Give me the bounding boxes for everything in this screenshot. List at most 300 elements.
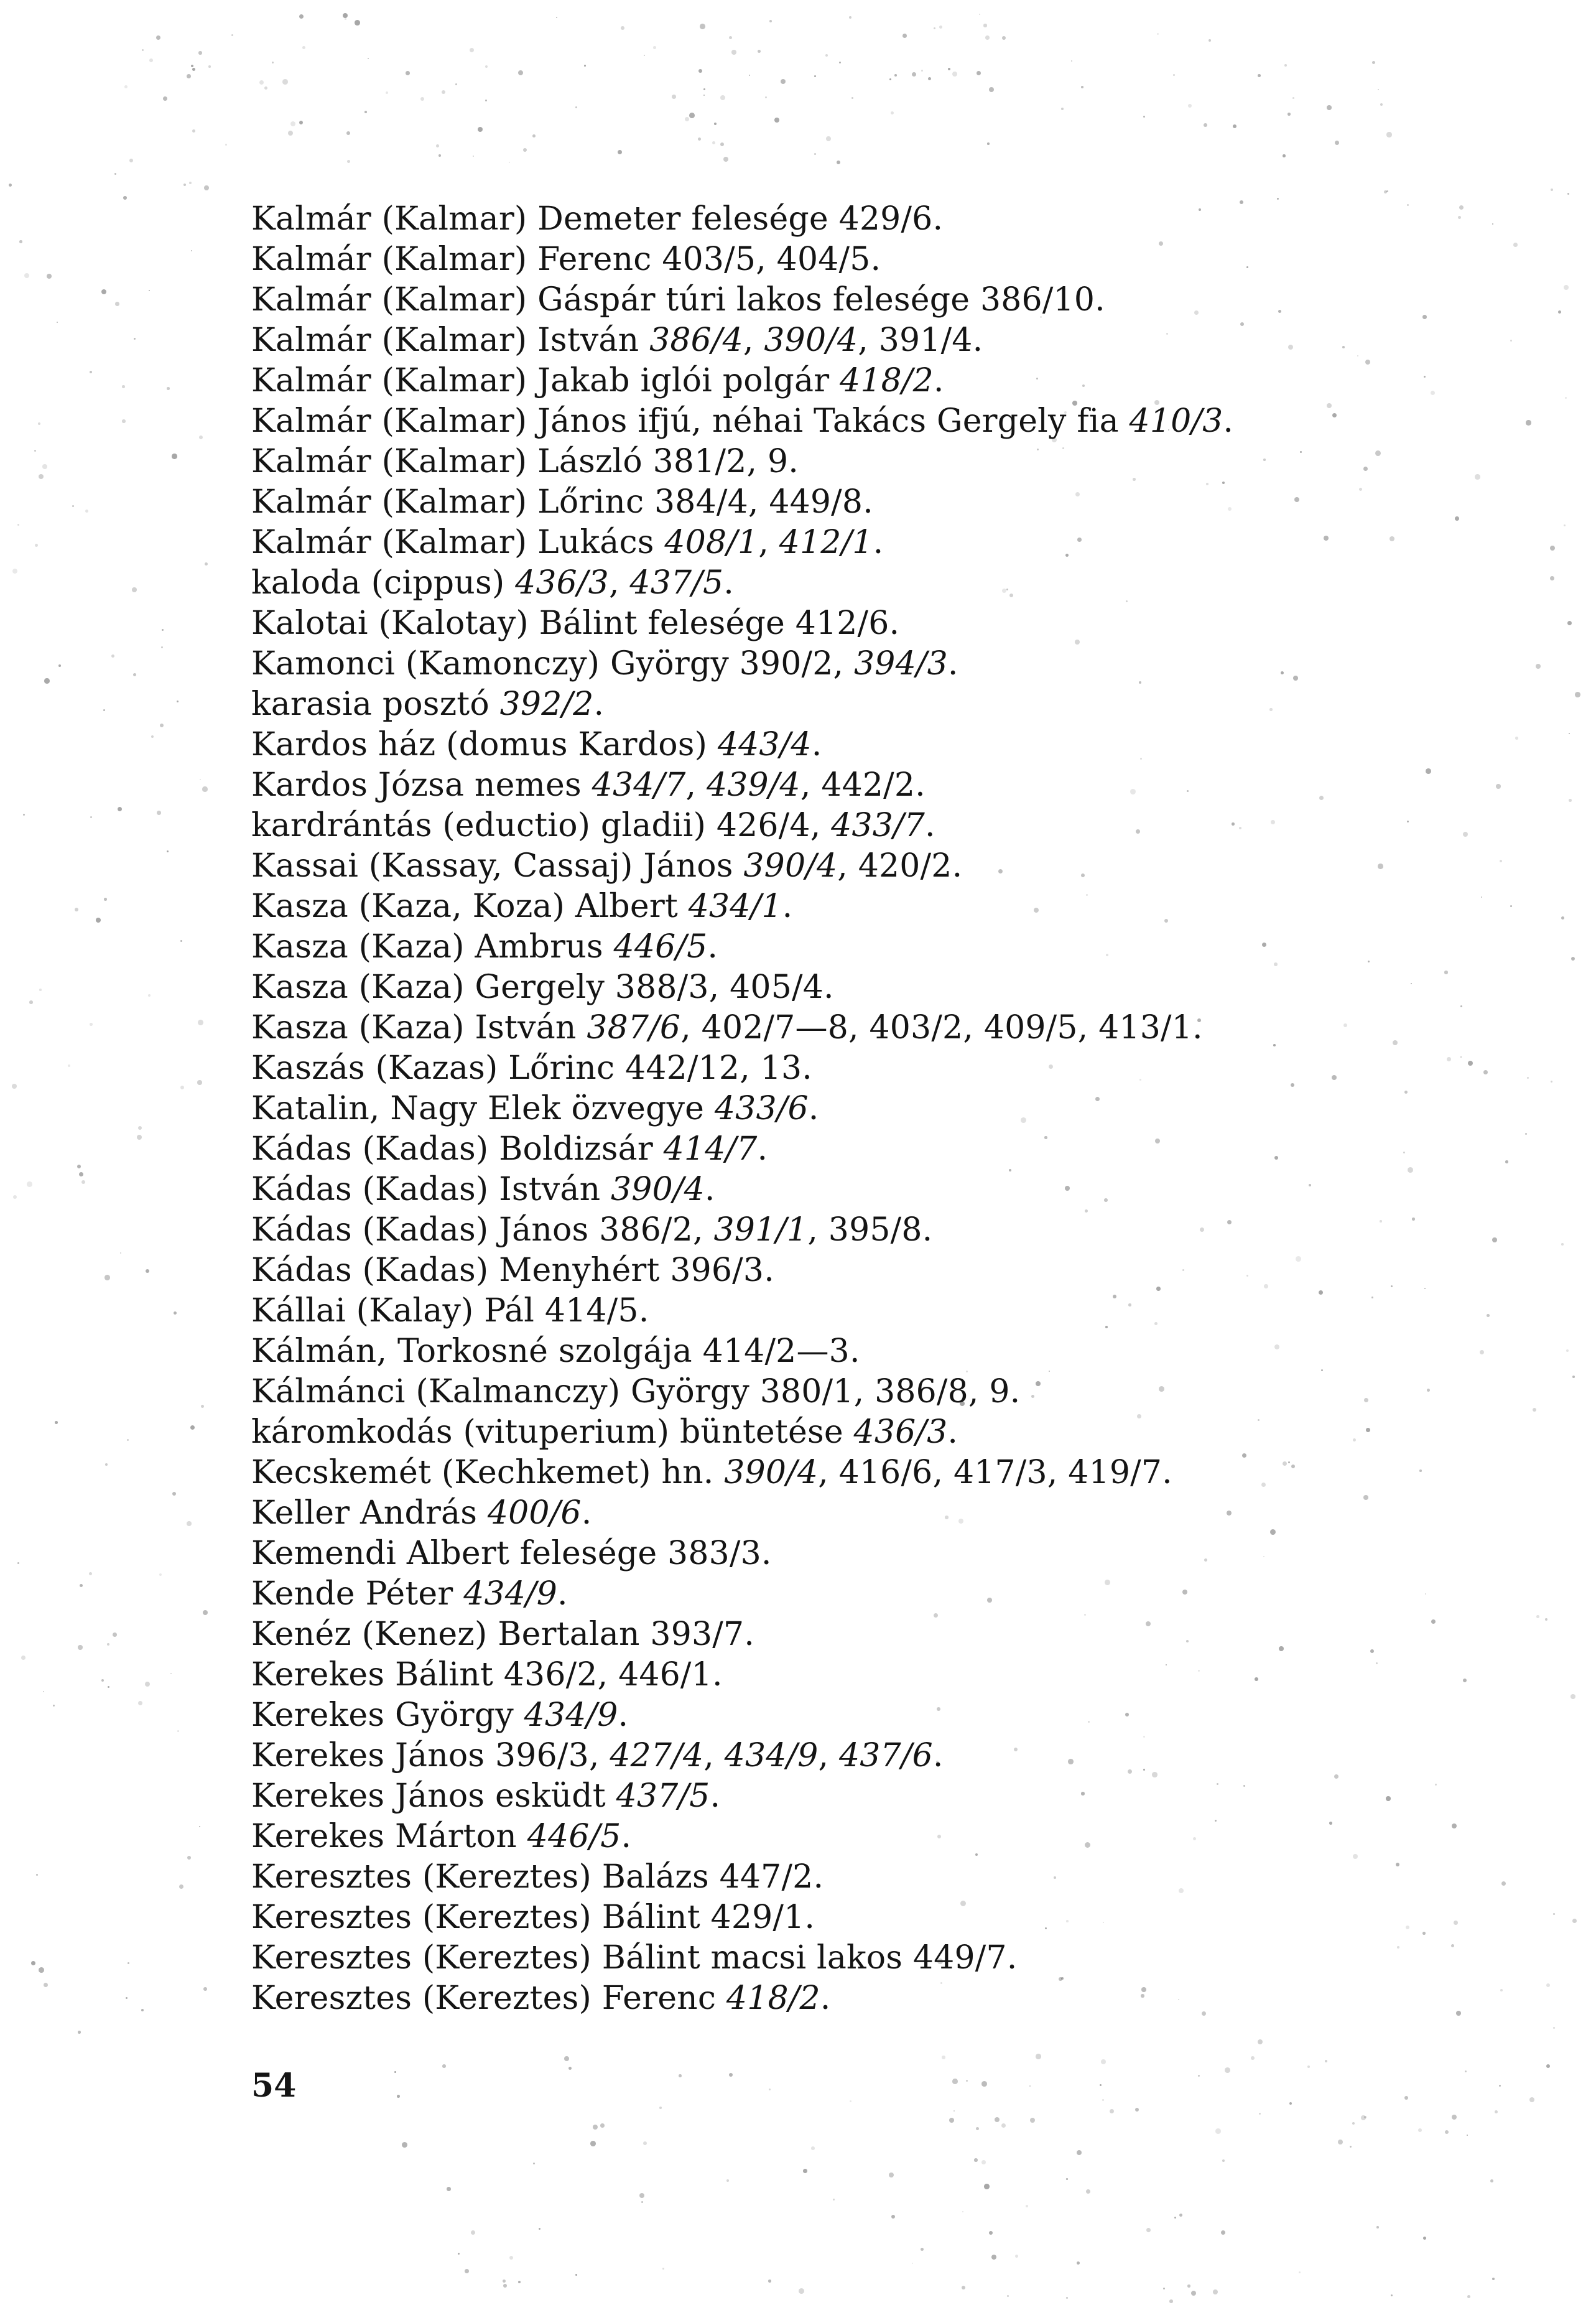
index-entry xyxy=(251,1614,1495,1655)
index-entry: Kádas (Kadas) János 386/2, 391/1, 395/8. xyxy=(251,1211,933,1249)
scan-speckle xyxy=(9,184,12,187)
scan-speckle xyxy=(1135,2108,1139,2112)
scan-speckle xyxy=(618,150,622,154)
entry-lemma: Kerekes János esküdt xyxy=(251,1777,616,1815)
index-entry: kaloda (cippus) 436/3, 437/5. xyxy=(251,564,734,602)
scan-speckle xyxy=(124,85,128,88)
scan-speckle xyxy=(1077,2261,1080,2265)
scan-speckle xyxy=(659,2107,662,2109)
scan-speckle xyxy=(639,2193,644,2198)
scan-speckle xyxy=(889,2173,894,2177)
scan-speckle xyxy=(564,2056,569,2061)
scan-speckle xyxy=(203,1987,207,1991)
scan-speckle xyxy=(814,153,816,155)
scan-speckle xyxy=(191,250,192,251)
entry-reference: 413/1 xyxy=(1098,1009,1192,1046)
entry-lemma: Kalmár (Kalmar) Lőrinc xyxy=(251,483,654,521)
scan-speckle xyxy=(984,2184,990,2189)
entry-terminator: . xyxy=(952,847,963,885)
scan-speckle xyxy=(700,24,705,29)
scan-speckle xyxy=(38,422,40,425)
scan-speckle xyxy=(1299,2271,1301,2273)
entry-terminator: . xyxy=(922,1211,933,1249)
scan-speckle xyxy=(89,1572,92,1575)
index-entry: Kardos Józsa nemes 434/7, 439/4, 442/2. xyxy=(251,766,926,804)
scan-speckle xyxy=(343,13,348,18)
scan-speckle xyxy=(1551,1081,1552,1083)
scan-speckle xyxy=(1066,2297,1068,2299)
scan-speckle xyxy=(42,464,47,469)
scan-speckle xyxy=(1163,2288,1165,2289)
entry-terminator: . xyxy=(933,362,944,399)
scan-speckle xyxy=(1546,2064,1550,2068)
entry-terminator: . xyxy=(972,322,983,359)
scan-speckle xyxy=(1550,576,1554,580)
scan-speckle xyxy=(1533,1408,1536,1412)
scan-speckle xyxy=(1110,2109,1114,2113)
scan-speckle xyxy=(134,338,136,340)
scan-speckle xyxy=(231,34,233,36)
scan-speckle xyxy=(1102,2099,1104,2101)
scan-speckle xyxy=(723,157,728,162)
scan-speckle xyxy=(128,1962,129,1964)
scan-speckle xyxy=(90,1023,93,1026)
scan-speckle xyxy=(72,505,74,507)
scan-speckle xyxy=(949,2118,954,2123)
scan-speckle xyxy=(23,814,25,816)
scan-speckle xyxy=(518,2281,521,2283)
scan-speckle xyxy=(104,1275,110,1280)
scan-speckle xyxy=(406,71,410,75)
entry-terminator: . xyxy=(1192,1009,1203,1046)
entry-reference: 437/5 xyxy=(616,1777,710,1815)
scan-speckle xyxy=(799,2288,804,2294)
scan-speckle xyxy=(96,918,101,923)
entry-terminator: . xyxy=(811,726,822,763)
entry-terminator: . xyxy=(764,1252,774,1289)
entry-lemma: Kállai (Kalay) Pál xyxy=(251,1292,545,1330)
scan-speckle xyxy=(1465,2070,1467,2072)
scan-speckle xyxy=(1221,2230,1225,2235)
scan-speckle xyxy=(17,1562,19,1564)
scan-speckle xyxy=(575,2274,577,2276)
entry-reference: 434/9 xyxy=(463,1575,558,1613)
page-number: 54 xyxy=(251,2067,297,2105)
scan-speckle xyxy=(47,274,52,279)
scan-speckle xyxy=(1327,105,1332,110)
scan-speckle xyxy=(197,1080,202,1085)
scan-speckle xyxy=(368,58,369,59)
scan-speckle xyxy=(174,1311,177,1315)
entry-reference: 433/7 xyxy=(831,807,926,844)
scan-speckle xyxy=(1174,2217,1176,2219)
scan-speckle xyxy=(90,816,92,818)
scan-speckle xyxy=(90,371,92,373)
entry-reference: 386/2 xyxy=(599,1211,693,1249)
scan-speckle xyxy=(1500,1989,1503,1991)
scan-speckle xyxy=(157,811,161,815)
scan-speckle xyxy=(837,161,840,164)
scan-speckle xyxy=(1325,2060,1327,2062)
scan-speckle xyxy=(189,182,192,184)
scan-speckle xyxy=(758,50,761,53)
scan-speckle xyxy=(1490,2179,1493,2182)
entry-lemma: Kalmár (Kalmar) István xyxy=(251,322,650,359)
scan-speckle xyxy=(29,1000,33,1004)
entry-terminator: . xyxy=(863,483,873,521)
index-entry-list xyxy=(251,199,1495,2019)
scan-speckle xyxy=(1536,1615,1539,1618)
index-entry xyxy=(251,1776,1495,1817)
scan-speckle xyxy=(1215,2128,1221,2134)
scan-speckle xyxy=(532,134,536,137)
scan-speckle xyxy=(1233,124,1236,128)
entry-lemma: Keresztes (Kereztes) Balázs xyxy=(251,1858,720,1896)
scan-speckle xyxy=(1500,860,1502,862)
scan-speckle xyxy=(1061,108,1064,110)
scan-speckle xyxy=(1529,2097,1534,2102)
scan-speckle xyxy=(470,48,474,52)
scan-speckle xyxy=(575,106,577,108)
scan-speckle xyxy=(685,117,689,121)
entry-reference: 434/9 xyxy=(524,1697,618,1734)
entry-lemma: Kecskemét (Kechkemet) hn. xyxy=(251,1454,725,1491)
scan-speckle xyxy=(192,68,195,71)
index-entry xyxy=(251,1857,1495,1898)
scan-speckle xyxy=(593,2125,598,2130)
scan-speckle xyxy=(814,75,816,77)
scan-speckle xyxy=(1510,340,1512,342)
scan-speckle xyxy=(1198,2075,1200,2077)
entry-terminator: . xyxy=(804,1899,815,1936)
scan-speckle xyxy=(129,159,133,162)
scan-speckle xyxy=(111,654,114,658)
index-entry xyxy=(251,887,1495,927)
scan-speckle xyxy=(720,142,724,146)
entry-reference: 414/7 xyxy=(663,1130,758,1168)
index-entry: Kasza (Kaza) Gergely 388/3, 405/4. xyxy=(251,969,834,1006)
entry-terminator: . xyxy=(710,1777,721,1815)
scan-speckle xyxy=(774,118,779,123)
scan-speckle xyxy=(1505,1160,1508,1163)
entry-reference: 426/4 xyxy=(716,807,810,844)
scan-speckle xyxy=(225,144,227,146)
entry-lemma: Keresztes (Kereztes) Bálint xyxy=(251,1899,711,1936)
scan-speckle xyxy=(78,2031,81,2034)
scan-speckle xyxy=(720,95,725,100)
scan-speckle xyxy=(79,1172,83,1176)
scan-speckle xyxy=(347,160,350,163)
scan-speckle xyxy=(187,1521,192,1526)
index-entry xyxy=(251,1048,1495,1089)
scan-speckle xyxy=(394,2071,396,2073)
entry-reference: 414/5 xyxy=(544,1292,639,1330)
scan-speckle xyxy=(442,90,445,94)
entry-reference: 436/2 xyxy=(503,1656,598,1693)
scan-speckle xyxy=(1561,1243,1564,1246)
entry-terminator: . xyxy=(820,1980,831,2017)
scan-speckle xyxy=(299,121,303,124)
scan-speckle xyxy=(1496,784,1501,789)
entry-reference: 405/4 xyxy=(730,969,824,1006)
entry-terminator: . xyxy=(1223,403,1234,440)
scan-speckle xyxy=(1423,2237,1426,2240)
scan-speckle xyxy=(288,131,293,136)
scan-speckle xyxy=(889,78,891,80)
entry-lemma: Kardos Józsa nemes xyxy=(251,766,592,804)
scan-speckle xyxy=(891,111,894,114)
scan-speckle xyxy=(103,709,105,711)
scan-speckle xyxy=(44,1983,48,1987)
entry-reference: 420/2 xyxy=(858,847,952,885)
scan-speckle xyxy=(447,2187,451,2191)
scan-speckle xyxy=(27,1181,32,1187)
entry-terminator: . xyxy=(873,524,884,561)
entry-lemma: Keller András xyxy=(251,1494,488,1532)
scan-speckle xyxy=(983,24,987,27)
scan-speckle xyxy=(85,510,88,513)
entry-reference: 390/4 xyxy=(764,322,858,359)
scan-speckle xyxy=(75,908,78,911)
scan-speckle xyxy=(1086,2189,1090,2194)
entry-reference: 437/5 xyxy=(629,564,724,602)
scan-speckle xyxy=(68,1064,70,1067)
index-entry xyxy=(251,1129,1495,1170)
scan-speckle xyxy=(397,2095,400,2098)
entry-lemma: Kalmár (Kalmar) Ferenc xyxy=(251,241,662,278)
scan-speckle xyxy=(1350,2146,1352,2148)
scan-speckle xyxy=(768,2280,771,2283)
entry-lemma: Kaszás (Kazas) Lőrinc xyxy=(251,1050,626,1087)
index-entry xyxy=(251,1978,1495,2019)
scan-speckle xyxy=(17,524,19,526)
scan-speckle xyxy=(170,1673,172,1674)
scan-speckle xyxy=(1100,2084,1102,2086)
entry-lemma: Kalmár (Kalmar) Demeter felesége xyxy=(251,200,839,238)
entry-reference: 436/3 xyxy=(853,1413,948,1451)
scan-speckle xyxy=(203,1610,208,1615)
scan-speckle xyxy=(679,2074,682,2077)
entry-terminator: . xyxy=(618,1697,629,1734)
scan-speckle xyxy=(133,673,136,676)
scan-speckle xyxy=(644,55,645,56)
scan-speckle xyxy=(149,58,153,62)
scan-speckle xyxy=(729,36,732,39)
entry-terminator: . xyxy=(925,807,935,844)
scan-speckle xyxy=(159,1573,162,1576)
scan-speckle xyxy=(151,735,154,738)
index-entry: Kecskemét (Kechkemet) hn. 390/4, 416/6, 417/3, 419/7. xyxy=(251,1454,1172,1491)
scan-speckle xyxy=(1378,89,1379,90)
scan-speckle xyxy=(138,1126,142,1130)
entry-reference: 433/6 xyxy=(714,1090,809,1127)
scan-speckle xyxy=(811,2146,815,2150)
scan-speckle xyxy=(1391,2294,1393,2296)
entry-reference: 417/3 xyxy=(953,1454,1047,1491)
scan-speckle xyxy=(600,2123,605,2128)
index-entry: Kalmár (Kalmar) Lőrinc 384/4, 449/8. xyxy=(251,483,873,521)
scan-speckle xyxy=(803,2169,807,2173)
scan-speckle xyxy=(113,1632,117,1637)
entry-lemma: Kalmár (Kalmar) Lukács xyxy=(251,524,665,561)
scan-speckle xyxy=(438,154,441,157)
entry-terminator: . xyxy=(802,1050,812,1087)
scan-speckle xyxy=(138,1701,142,1705)
scan-speckle xyxy=(979,14,980,15)
scan-speckle xyxy=(167,850,169,852)
entry-lemma: Kalotai (Kalotay) Bálint felesége xyxy=(251,605,796,642)
scan-speckle xyxy=(58,664,61,667)
scan-speckle xyxy=(205,562,208,566)
entry-lemma: Kerekes Bálint xyxy=(251,1656,504,1693)
scan-speckle xyxy=(145,1682,150,1687)
scan-speckle xyxy=(1146,2228,1151,2232)
scan-speckle xyxy=(952,2079,958,2084)
scan-speckle xyxy=(1335,141,1339,145)
scan-speckle xyxy=(703,88,705,90)
entry-terminator: . xyxy=(889,605,900,642)
entry-terminator: . xyxy=(1009,1373,1021,1410)
scan-speckle xyxy=(282,79,288,85)
entry-reference: 400/6 xyxy=(487,1494,582,1532)
entry-lemma: Kádas (Kadas) János xyxy=(251,1211,600,1249)
entry-lemma: Kemendi Albert felesége xyxy=(251,1535,668,1572)
scan-speckle xyxy=(539,2228,541,2230)
scan-speckle xyxy=(1546,1983,1550,1987)
entry-reference: 390/4 xyxy=(611,1171,705,1208)
index-entry: Kasza (Kaza) István 387/6, 402/7—8, 403/2, 409/5, 413/1. xyxy=(251,1009,1203,1046)
scan-speckle xyxy=(36,1874,38,1876)
entry-lemma: Kerekes János xyxy=(251,1737,496,1774)
scan-speckle xyxy=(503,2284,507,2288)
entry-lemma: kaloda (cippus) xyxy=(251,564,516,602)
scan-speckle xyxy=(1338,2140,1343,2145)
entry-reference: 434/9 xyxy=(724,1737,819,1774)
entry-terminator: . xyxy=(1162,1454,1172,1491)
entry-reference: 387/6 xyxy=(587,1009,681,1046)
scan-speckle xyxy=(825,54,828,57)
entry-terminator: . xyxy=(870,241,881,278)
entry-reference: 429/1 xyxy=(710,1899,805,1936)
scan-speckle xyxy=(299,14,304,19)
scan-speckle xyxy=(966,2080,968,2082)
scan-speckle xyxy=(976,2127,979,2130)
scan-speckle xyxy=(985,35,990,40)
scan-speckle xyxy=(1101,2059,1106,2064)
index-entry: Kassai (Kassay, Cassaj) János 390/4, 420/2. xyxy=(251,847,963,885)
scan-speckle xyxy=(202,786,208,792)
scan-speckle xyxy=(302,46,305,49)
entry-terminator: . xyxy=(723,564,734,602)
scan-speckle xyxy=(180,1086,184,1089)
entry-terminator: . xyxy=(808,1090,819,1127)
scan-speckle xyxy=(503,2280,506,2283)
entry-reference: 446/5 xyxy=(527,1818,621,1855)
entry-reference: 402/7—8 xyxy=(701,1009,849,1046)
entry-lemma: Kalmár (Kalmar) János ifjú, néhai Takács Gergely fia xyxy=(251,403,1130,440)
scan-speckle xyxy=(39,474,44,479)
scan-speckle xyxy=(894,74,897,77)
index-entry xyxy=(251,361,1495,401)
scan-speckle xyxy=(120,1252,121,1254)
scan-speckle xyxy=(974,2158,978,2162)
entry-reference: 394/3 xyxy=(854,645,948,682)
entry-reference: 442/12, 13 xyxy=(625,1050,802,1087)
scan-speckle xyxy=(1564,285,1569,290)
entry-lemma: Kardos ház (domus Kardos) xyxy=(251,726,718,763)
scan-speckle xyxy=(643,2141,647,2145)
scan-speckle xyxy=(962,2286,965,2289)
entry-terminator: . xyxy=(744,1616,754,1653)
scan-speckle xyxy=(1569,799,1572,802)
entry-reference: 429/6 xyxy=(838,200,933,238)
scan-speckle xyxy=(698,137,701,141)
entry-lemma: Kerekes Márton xyxy=(251,1818,527,1855)
index-entry xyxy=(251,1695,1495,1736)
scan-speckle xyxy=(1284,64,1287,67)
scan-speckle xyxy=(355,20,360,26)
scan-speckle xyxy=(115,302,119,306)
scan-speckle xyxy=(161,646,163,648)
entry-reference: 439/4 xyxy=(706,766,800,804)
scan-speckle xyxy=(35,544,38,547)
scan-speckle xyxy=(1251,2056,1255,2060)
index-entry: Kálmánci (Kalmanczy) György 380/1, 386/8, 9. xyxy=(251,1373,1021,1410)
scan-speckle xyxy=(1525,1133,1527,1135)
scan-speckle xyxy=(13,1195,17,1199)
index-entry xyxy=(251,199,1495,240)
index-entry xyxy=(251,1493,1495,1534)
entry-lemma: Kasza (Kaza) István xyxy=(251,1009,587,1046)
scan-speckle xyxy=(108,1686,109,1688)
index-entry xyxy=(251,1574,1495,1614)
scan-speckle xyxy=(1026,2205,1028,2207)
entry-terminator: . xyxy=(932,200,944,238)
index-entry: kardrántás (eductio) gladii) 426/4, 433/7. xyxy=(251,807,935,844)
scan-speckle xyxy=(921,2248,924,2251)
scan-speckle xyxy=(977,71,981,75)
scan-speckle xyxy=(1553,1913,1555,1915)
entry-reference: 390/4 xyxy=(724,1454,819,1491)
scan-speckle xyxy=(621,26,624,30)
scan-speckle xyxy=(590,2141,596,2146)
scan-speckle xyxy=(1572,1919,1577,1923)
scan-speckle xyxy=(995,2117,1000,2122)
scan-speckle xyxy=(179,1884,183,1889)
entry-terminator: . xyxy=(1006,1939,1018,1977)
scan-speckle xyxy=(1380,103,1383,106)
scan-speckle xyxy=(1550,546,1555,551)
scan-speckle xyxy=(1551,189,1553,191)
scan-speckle xyxy=(122,419,126,423)
scan-speckle xyxy=(78,1645,83,1650)
entry-lemma: káromkodás (vituperium) büntetése xyxy=(251,1413,854,1451)
index-entry xyxy=(251,725,1495,765)
scan-speckle xyxy=(653,46,656,49)
scan-speckle xyxy=(1258,2039,1263,2044)
entry-lemma: kardrántás (eductio) gladii) xyxy=(251,807,717,844)
entry-reference: 447/2 xyxy=(719,1858,814,1896)
scan-speckle xyxy=(142,49,144,51)
scan-speckle xyxy=(114,173,116,175)
scan-speckle xyxy=(1030,2118,1035,2123)
scan-speckle xyxy=(928,77,931,80)
entry-reference: 404/5 xyxy=(776,241,871,278)
scan-speckle xyxy=(962,2211,963,2212)
scan-speckle xyxy=(455,83,457,85)
entry-terminator: . xyxy=(823,969,834,1006)
scan-speckle xyxy=(1071,60,1072,62)
